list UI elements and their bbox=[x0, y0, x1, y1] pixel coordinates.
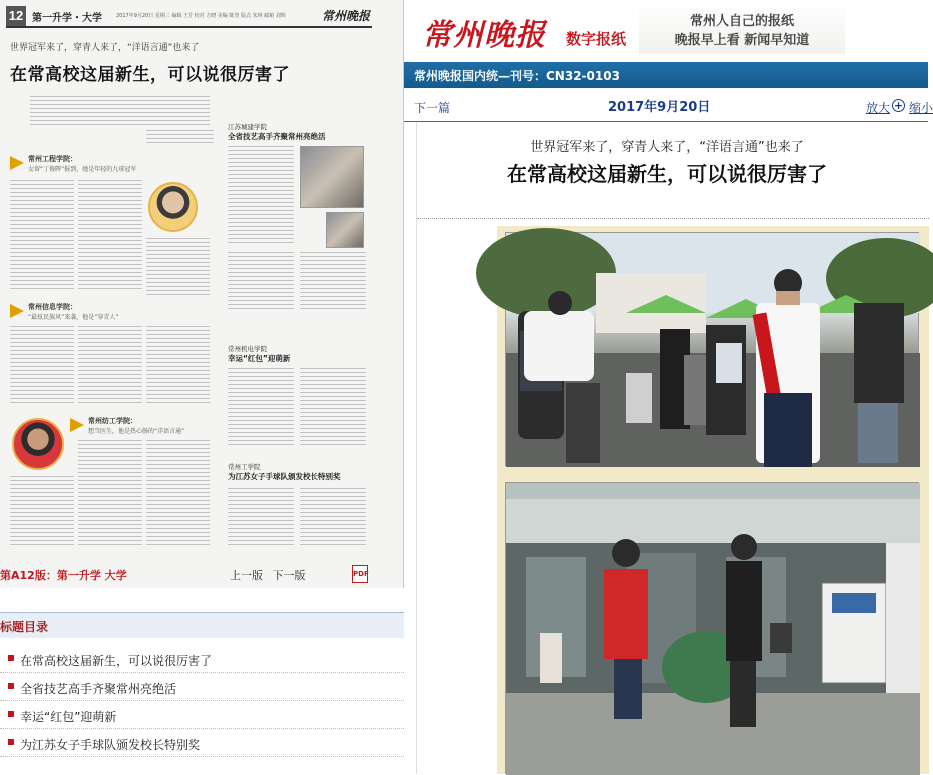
thumbnail-text-block bbox=[10, 326, 74, 404]
thumbnail-photo bbox=[326, 212, 364, 248]
toc-item[interactable] bbox=[0, 701, 404, 729]
site-banner bbox=[404, 0, 928, 62]
article-body bbox=[416, 122, 928, 774]
thumbnail-section: 第一升学・大学 bbox=[32, 13, 102, 24]
thumbnail-kicker: 世界冠军来了，穿青人来了，“洋语言通”也来了 bbox=[10, 43, 200, 53]
thumbnail-box-title: 江苏城建学院 全省技艺高手齐聚常州亮绝活 bbox=[228, 123, 326, 141]
thumbnail-text-block bbox=[146, 130, 214, 144]
article-panel bbox=[404, 0, 933, 774]
page-edition-label: 第A12版：第一升学 大学 bbox=[0, 569, 127, 582]
thumbnail-text-block bbox=[300, 488, 366, 548]
thumbnail-text-block bbox=[228, 146, 294, 246]
toc-item[interactable] bbox=[0, 729, 404, 757]
thumbnail-info-line: 2017年9月20日 星期三 编辑 王芳 校对 方晓 美编 陈坚 版式 朱林 邮箱 刘辉 bbox=[116, 13, 286, 19]
article-toolbar bbox=[404, 88, 933, 122]
thumbnail-arrow-icon bbox=[70, 418, 84, 432]
zoom-in-icon[interactable]: + bbox=[893, 99, 904, 112]
divider bbox=[417, 218, 929, 219]
zoom-out-button[interactable]: 缩小 bbox=[909, 101, 933, 115]
thumbnail-box-title: 常州工学院 为江苏女子手球队颁发校长特别奖 bbox=[228, 463, 341, 481]
thumbnail-box-title: 常州机电学院 幸运“红包”迎萌新 bbox=[228, 345, 291, 363]
edition-label: 数字报纸 bbox=[566, 30, 627, 48]
thumbnail-text-block bbox=[78, 180, 142, 290]
slogan-line-2: 晚报早上看 新闻早知道 bbox=[674, 33, 810, 48]
thumbnail-text-block bbox=[10, 476, 74, 546]
thumbnail-footer bbox=[0, 562, 404, 586]
page-nav bbox=[230, 567, 312, 583]
bullet-icon bbox=[8, 739, 14, 745]
title-directory-list bbox=[0, 645, 404, 757]
thumbnail-text-block bbox=[146, 238, 210, 298]
slogan-line-1: 常州人自己的报纸 bbox=[689, 14, 794, 29]
thumbnail-text-block bbox=[228, 368, 294, 448]
thumbnail-headline: 在常高校这届新生，可以说很厉害了 bbox=[10, 65, 290, 85]
bullet-icon bbox=[8, 683, 14, 689]
thumbnail-header bbox=[6, 6, 372, 28]
thumbnail-subhead: 常州信息学院： “最炫民族风”来袭，他是“穿青人” bbox=[28, 303, 119, 321]
slogan-box bbox=[639, 8, 845, 54]
article-kicker: 世界冠军来了，穿青人来了，“洋语言通”也来了 bbox=[530, 140, 804, 155]
thumbnail-text-block bbox=[78, 440, 142, 546]
thumbnail-subhead: 常州工程学院： 女留“丁俊晖”报到，她是年轻的九球冠军 bbox=[28, 155, 137, 173]
thumbnail-photo bbox=[300, 146, 364, 208]
toc-item[interactable] bbox=[0, 673, 404, 701]
issue-date: 2017年9月20日 bbox=[608, 100, 711, 115]
toc-item-link[interactable]: 全省技艺高手齐聚常州亮绝活 bbox=[20, 682, 177, 696]
photo-welcome-drawing bbox=[506, 233, 920, 467]
thumbnail-text-block bbox=[146, 440, 210, 546]
bullet-icon bbox=[8, 711, 14, 717]
title-directory-header bbox=[0, 612, 404, 638]
article-headline: 在常高校这届新生，可以说很厉害了 bbox=[507, 162, 827, 186]
toc-item-link[interactable]: 幸运“红包”迎萌新 bbox=[20, 710, 117, 724]
thumbnail-text-block bbox=[300, 252, 366, 312]
photo-arrival-drawing bbox=[506, 483, 920, 775]
thumbnail-portrait bbox=[12, 418, 64, 470]
thumbnail-text-block bbox=[146, 326, 210, 404]
thumbnail-brand: 常州晚报 bbox=[321, 9, 370, 23]
zoom-in-button[interactable]: 放大 bbox=[866, 101, 891, 115]
photo-frame bbox=[497, 226, 929, 774]
prev-page-link[interactable]: 上一版 bbox=[230, 569, 263, 582]
thumbnail-text-block bbox=[300, 368, 366, 448]
toc-item-link[interactable]: 在常高校这届新生，可以说很厉害了 bbox=[20, 654, 213, 668]
next-article-link[interactable]: 下一篇 bbox=[414, 101, 451, 115]
issn-bar bbox=[404, 62, 928, 88]
thumbnail-arrow-icon bbox=[10, 156, 24, 170]
thumbnail-text-block bbox=[228, 252, 294, 312]
thumbnail-text-block bbox=[30, 96, 210, 126]
thumbnail-portrait bbox=[148, 182, 198, 232]
toc-item[interactable] bbox=[0, 645, 404, 673]
thumbnail-page-number: 12 bbox=[6, 6, 26, 26]
thumbnail-text-block bbox=[10, 180, 74, 290]
site-logo[interactable]: 常州晚报 bbox=[422, 18, 546, 53]
title-directory-label: 标题目录 bbox=[0, 620, 49, 634]
next-page-link[interactable]: 下一版 bbox=[272, 569, 306, 582]
thumbnail-text-block bbox=[78, 326, 142, 404]
thumbnail-subhead: 常州纺工学院： 想当医生，他是热心肠的“洋语言通” bbox=[88, 417, 185, 435]
thumbnail-text-block bbox=[228, 488, 294, 548]
issn-text: 常州晚报国内统—刊号：CN32-0103 bbox=[414, 69, 620, 83]
article-photo-welcome[interactable] bbox=[505, 232, 919, 466]
article-photo-arrival[interactable] bbox=[505, 482, 919, 774]
bullet-icon bbox=[8, 655, 14, 661]
pdf-download-icon[interactable]: PDF bbox=[352, 565, 368, 583]
newspaper-page-thumbnail[interactable] bbox=[0, 0, 404, 588]
toc-item-link[interactable]: 为江苏女子手球队颁发校长特别奖 bbox=[20, 738, 201, 752]
thumbnail-arrow-icon bbox=[10, 304, 24, 318]
